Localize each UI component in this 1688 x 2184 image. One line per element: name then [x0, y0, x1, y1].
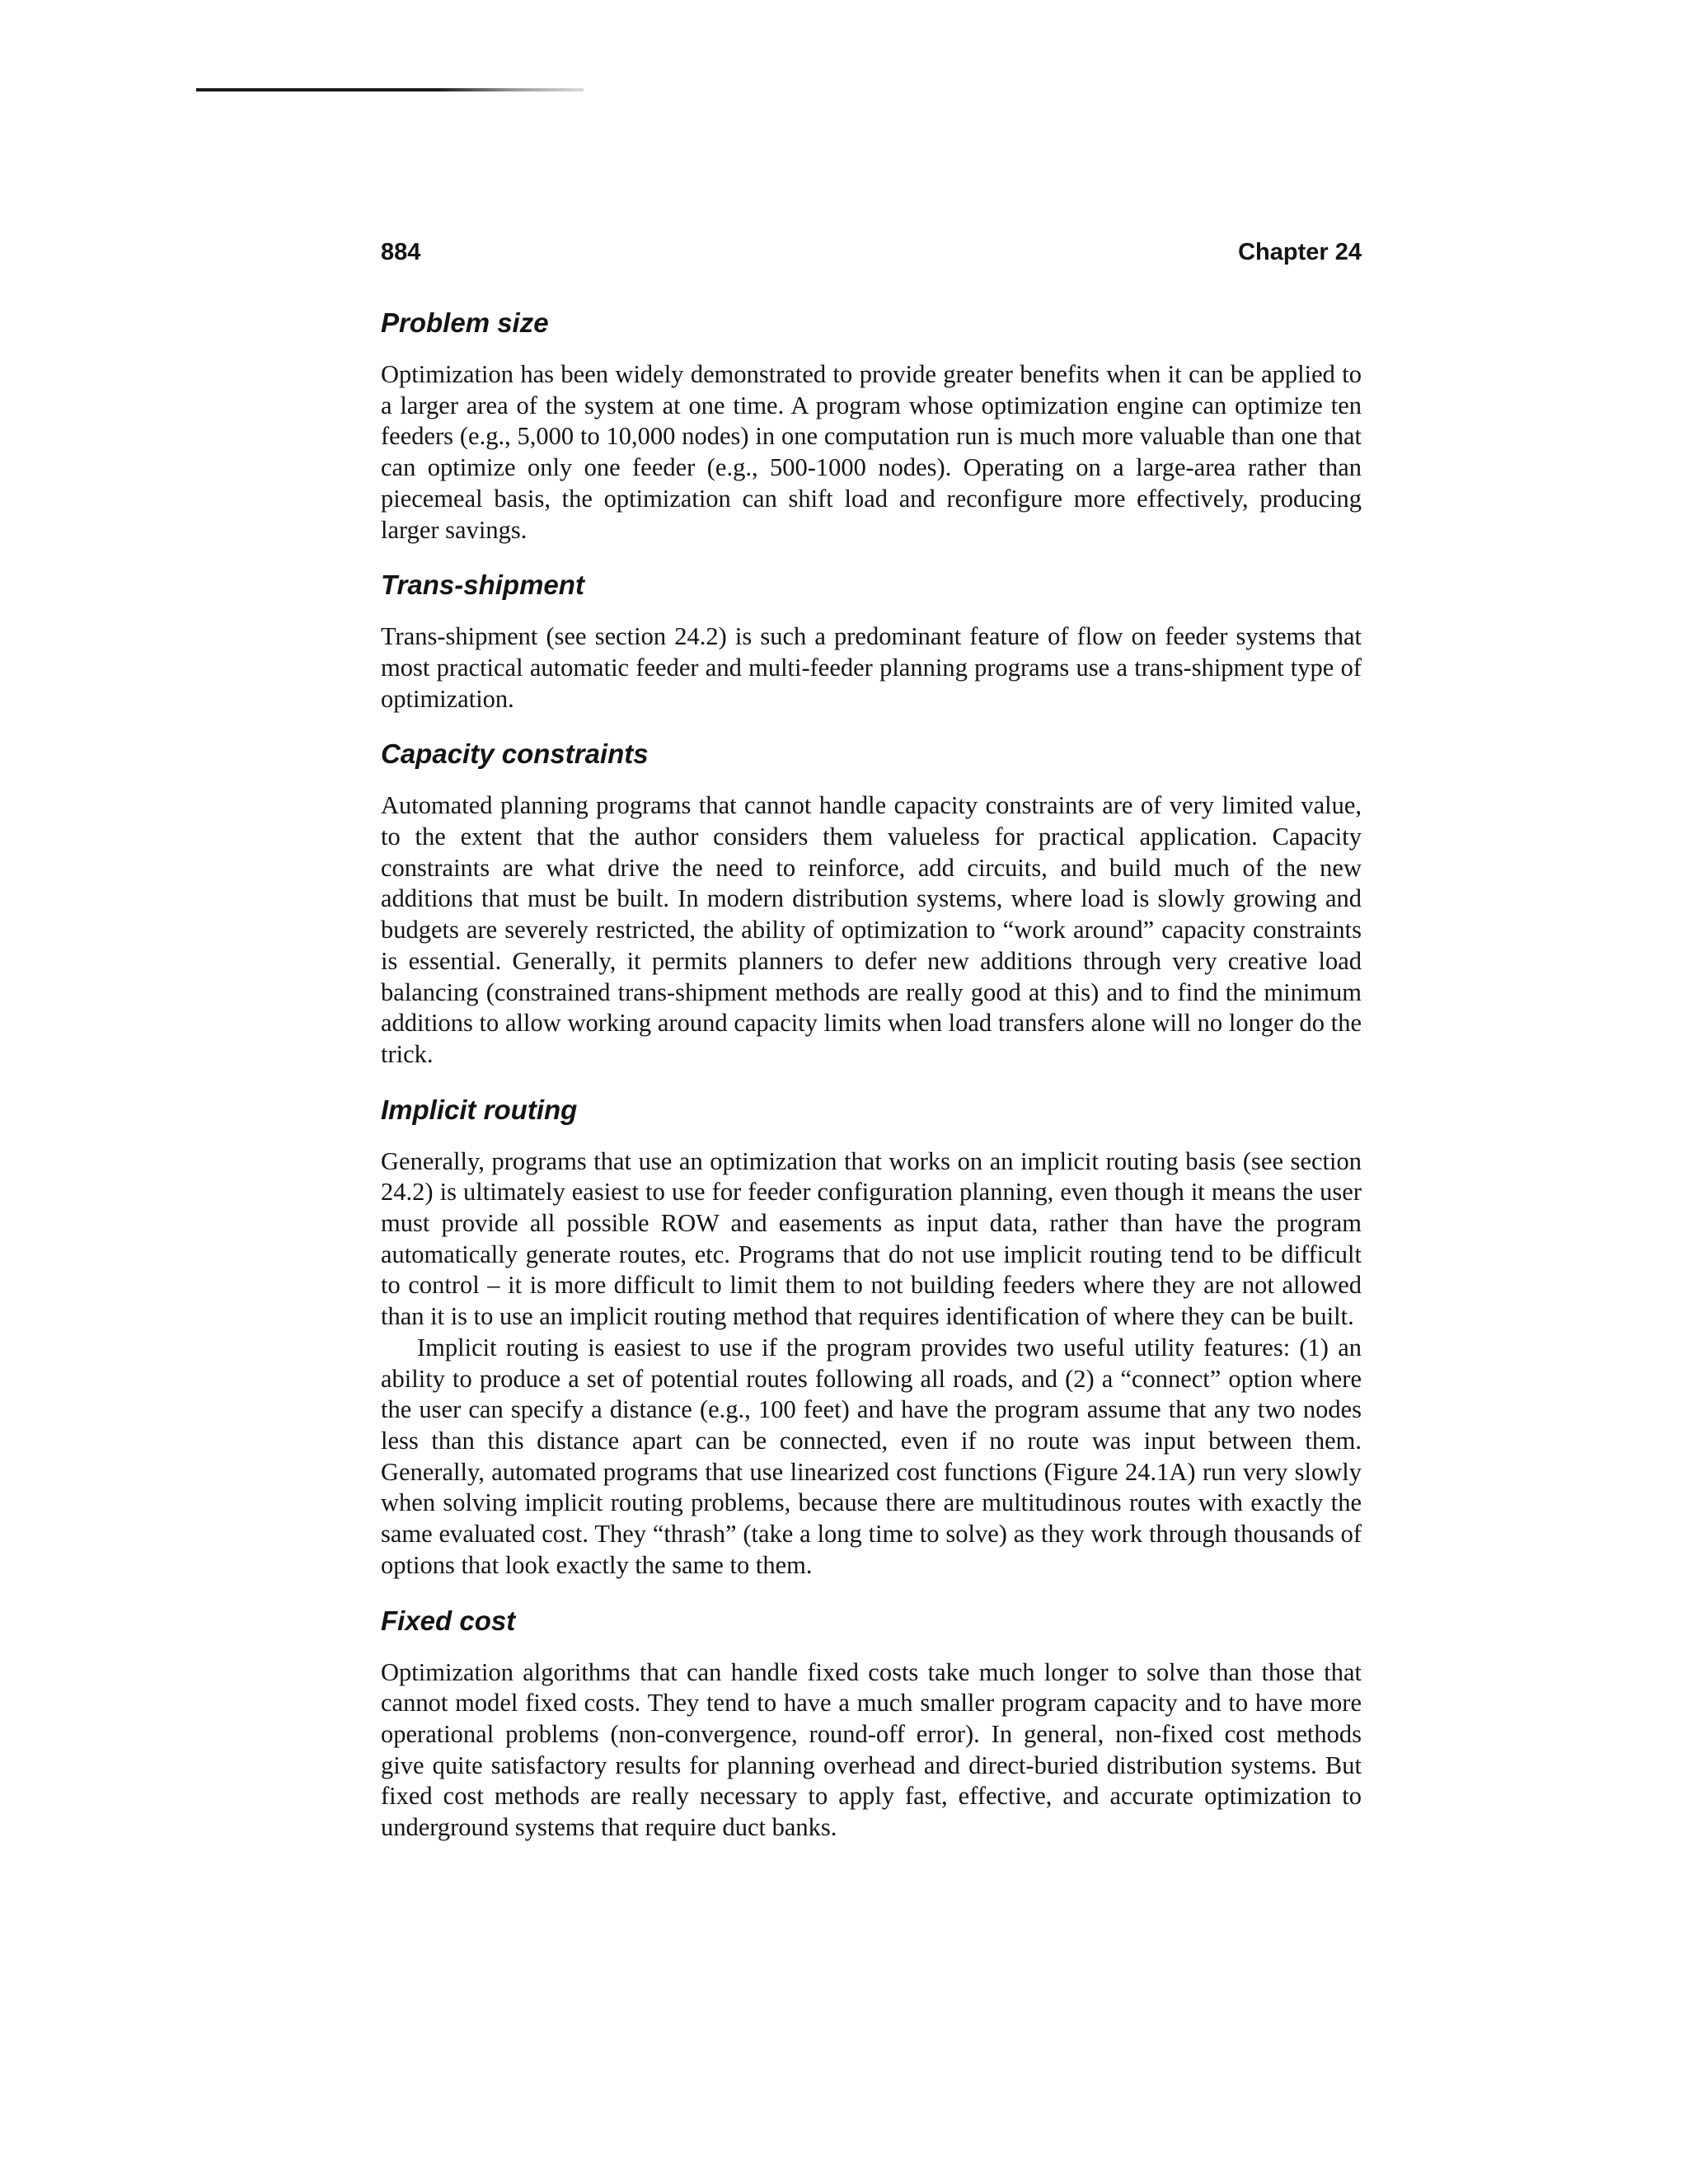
section-heading: Implicit routing	[381, 1094, 578, 1125]
paragraph: Automated planning programs that cannot handle capacity constraints are of very limited value, to the extent that the author considers them valueless for practical application. Capacity constraints are what drive the need to reinforce, add circuits, and build much of the new additions that must be built. In modern distribution systems, where load is slowly growing and budgets are severely restricted, the ability of optimization to “work around” capacity constraints is essential. Generally, it permits planners to defer new additions through very creative load balancing (constrained trans-shipment methods are really good at this) and to find the minimum additions to allow working around capacity limits when load transfers alone will no longer do the trick.	[381, 791, 1362, 1068]
section-implicit-routing	[381, 1094, 1362, 1582]
paragraph: Implicit routing is easiest to use if the program provides two useful utility features: (1) an ability to produce a set of potential routes following all roads, and (2) a “connect” option where the user can specify a distance (e.g., 100 feet) and have the program assume that any two nodes less than this distance apart can be connected, even if no route was input between them. Generally, automated programs that use linearized cost functions (Figure 24.1A) run very slowly when solving implicit routing problems, because there are multitudinous routes with exactly the same evaluated cost. They “thrash” (take a long time to solve) as they work through thousands of options that look exactly the same to them.	[381, 1333, 1362, 1579]
paragraph: Trans-shipment (see section 24.2) is such a predominant feature of flow on feeder systems that most practical automatic feeder and multi-feeder planning programs use a trans-shipment type of optimization.	[381, 622, 1362, 713]
section-trans-shipment	[381, 569, 1362, 715]
section-heading: Fixed cost	[381, 1605, 516, 1636]
paragraph: Generally, programs that use an optimization that works on an implicit routing basis (see section 24.2) is ultimately easiest to use for feeder configuration planning, even though it means the user must provide all possible ROW and easements as input data, rather than have the program automatically generate routes, etc. Programs that do not use implicit routing tend to be difficult to control – it is more difficult to limit them to not building feeders where they are not allowed than it is to use an implicit routing method that requires identification of where they can be built.	[381, 1146, 1362, 1331]
section-heading: Capacity constraints	[381, 738, 649, 770]
running-head	[381, 239, 1362, 279]
section-heading: Trans-shipment	[381, 569, 584, 601]
section-problem-size	[381, 307, 1362, 546]
chapter-label: Chapter 24	[1238, 239, 1362, 265]
section-capacity-constraints	[381, 738, 1362, 1070]
page-body	[381, 239, 1362, 1844]
section-heading: Problem size	[381, 307, 549, 338]
paragraph: Optimization algorithms that can handle fixed costs take much longer to solve than those that cannot model fixed costs. They tend to have a much smaller program capacity and to have more operational problems (non-convergence, round-off error). In general, non-fixed cost methods give quite satisfactory results for planning overhead and direct-buried distribution systems. But fixed cost methods are really necessary to apply fast, effective, and accurate optimization to underground systems that require duct banks.	[381, 1657, 1362, 1842]
top-rule	[196, 88, 584, 91]
paragraph: Optimization has been widely demonstrated to provide greater benefits when it can be applied to a larger area of the system at one time. A program whose optimization engine can optimize ten feeders (e.g., 5,000 to 10,000 nodes) in one computation run is much more valuable than one that can optimize only one feeder (e.g., 500-1000 nodes). Operating on a large-area rather than piecemeal basis, the optimization can shift load and reconfigure more effectively, producing larger savings.	[381, 360, 1362, 544]
page-number: 884	[381, 239, 421, 265]
section-fixed-cost	[381, 1605, 1362, 1844]
